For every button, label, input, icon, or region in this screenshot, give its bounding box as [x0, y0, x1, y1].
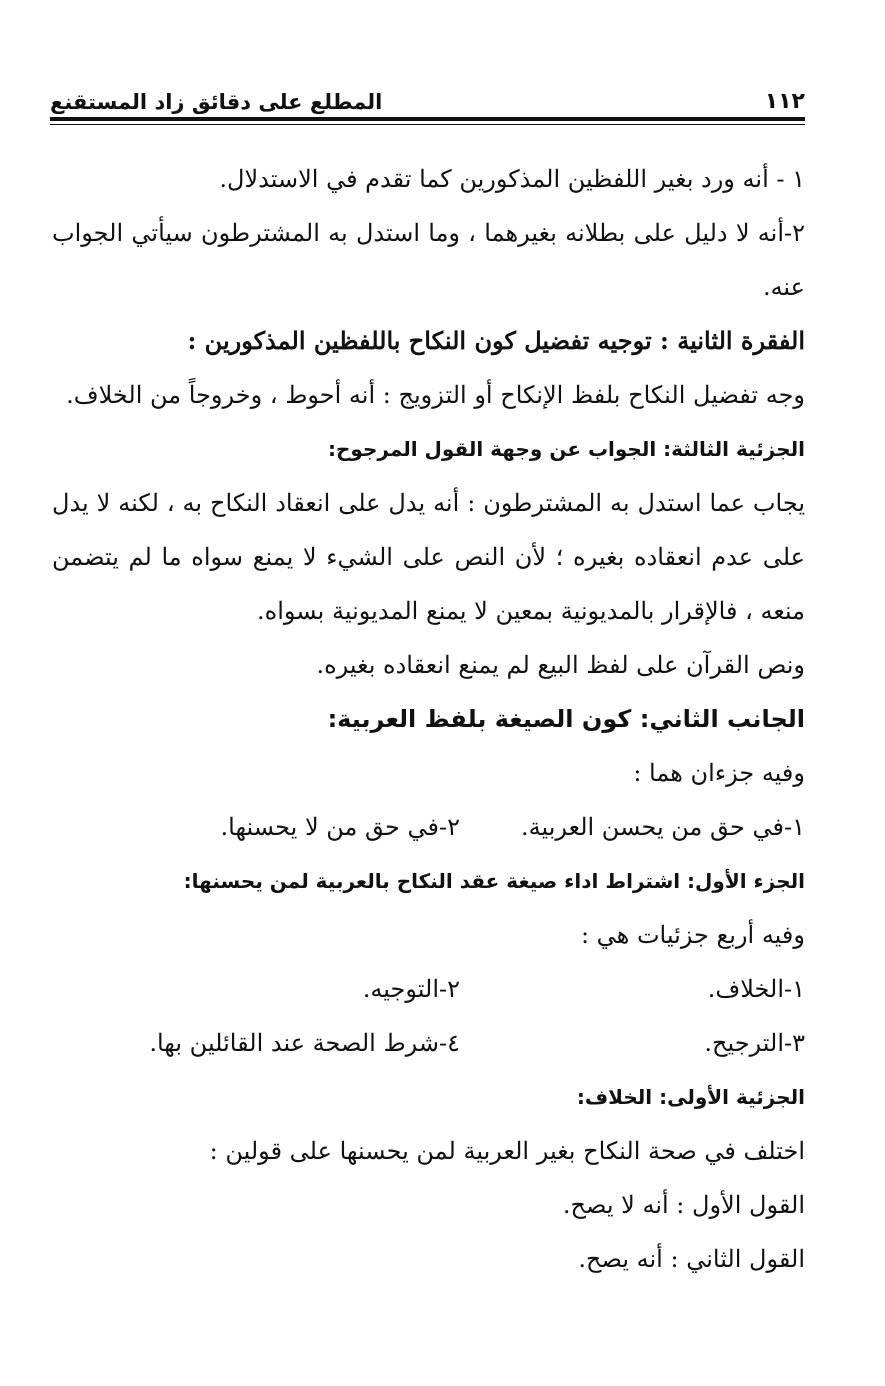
- list-item-2: ٢-أنه لا دليل على بطلانه بغيرهما ، وما استدل به المشترطون سيأتي الجواب عنه.: [52, 219, 805, 301]
- opinion-1: القول الأول : أنه لا يصح.: [562, 1191, 805, 1219]
- part-1-item-3: ٣-الترجيح.: [704, 1029, 805, 1057]
- paragraph-side-2-intro: وفيه جزءان هما :: [633, 759, 805, 787]
- section-heading-para-2: الفقرة الثانية : توجيه تفضيل كون النكاح باللفظين المذكورين :: [187, 326, 805, 355]
- header-rule-thin: [50, 124, 805, 125]
- paragraph-sub-1-intro: اختلف في صحة النكاح بغير العربية لمن يحسنها على قولين :: [209, 1137, 805, 1165]
- paragraph-part-3-2: ونص القرآن على لفظ البيع لم يمنع انعقاده بغيره.: [316, 651, 805, 679]
- section-heading-part-1: الجزء الأول: اشتراط اداء صيغة عقد النكاح بالعربية لمن يحسنها:: [183, 869, 805, 893]
- paragraph-part-3-1: يجاب عما استدل به المشترطون : أنه يدل على انعقاد النكاح به ، لكنه لا يدل على عدم انعقاده بغيره ؛ لأن النص على الشيء لا يمنع سواه ما لم يتضمن منعه ، فالإقرار بالمديونية بمعين لا يمنع المديونية بسواه.: [52, 489, 805, 625]
- part-1-item-1: ١-الخلاف.: [707, 975, 805, 1003]
- page-header: [50, 78, 805, 114]
- part-1-items-row-1: [52, 962, 805, 1016]
- opinion-2: القول الثاني : أنه يصح.: [578, 1245, 805, 1273]
- header-rule-thick: [50, 117, 805, 121]
- list-item-1: ١ - أنه ورد بغير اللفظين المذكورين كما تقدم في الاستدلال.: [219, 165, 805, 193]
- page-body: [52, 152, 805, 1286]
- paragraph-part-1-intro: وفيه أربع جزئيات هي :: [580, 921, 805, 949]
- section-heading-part-3: الجزئية الثالثة: الجواب عن وجهة القول المرجوح:: [328, 437, 805, 461]
- running-title: المطلع على دقائق زاد المستقنع: [50, 90, 383, 114]
- section-heading-sub-1: الجزئية الأولى: الخلاف:: [576, 1085, 805, 1109]
- part-1-items-row-2: [52, 1016, 805, 1070]
- page-number: ١١٢: [764, 89, 805, 114]
- part-1-item-2: ٢-التوجيه.: [362, 975, 460, 1003]
- paragraph-para-2: وجه تفضيل النكاح بلفظ الإنكاح أو التزويج : أنه أحوط ، وخروجاً من الخلاف.: [66, 381, 805, 409]
- part-1-item-4: ٤-شرط الصحة عند القائلين بها.: [149, 1029, 460, 1057]
- side-2-part-1: ١-في حق من يحسن العربية.: [520, 813, 805, 841]
- section-heading-side-2: الجانب الثاني: كون الصيغة بلفظ العربية:: [327, 705, 805, 733]
- side-2-parts-row: [52, 800, 805, 854]
- side-2-part-2: ٢-في حق من لا يحسنها.: [220, 813, 460, 841]
